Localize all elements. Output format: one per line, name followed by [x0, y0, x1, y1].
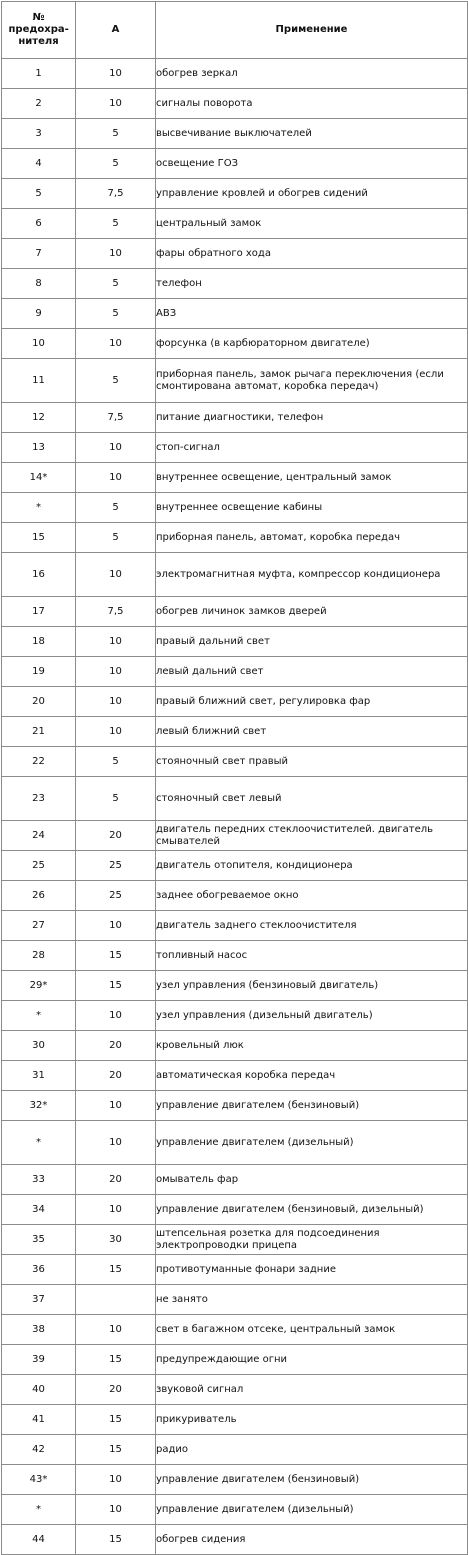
usage-cell: правый ближний свет, регулировка фар	[156, 687, 468, 717]
usage-cell: омыватель фар	[156, 1165, 468, 1195]
amperage-cell: 10	[76, 687, 156, 717]
usage-cell: управление двигателем (бензиновый)	[156, 1465, 468, 1495]
usage-cell: внутреннее освещение, центральный замок	[156, 463, 468, 493]
table-body	[2, 59, 468, 1555]
fuse-number-cell: 12	[2, 403, 76, 433]
amperage-cell: 10	[76, 657, 156, 687]
usage-cell: питание диагностики, телефон	[156, 403, 468, 433]
fuse-number-cell: 30	[2, 1031, 76, 1061]
fuse-number-cell: 11	[2, 359, 76, 403]
usage-cell: обогрев сидения	[156, 1525, 468, 1555]
header-fuse-number: № предохра- нителя	[2, 2, 76, 59]
fuse-number-cell: 10	[2, 329, 76, 359]
table-row	[2, 717, 468, 747]
table-row	[2, 299, 468, 329]
fuse-number-cell: 6	[2, 209, 76, 239]
table-row	[2, 463, 468, 493]
usage-cell: приборная панель, замок рычага переключения (если смонтирована автомат, коробка передач)	[156, 359, 468, 403]
amperage-cell: 10	[76, 1495, 156, 1525]
table-row	[2, 1435, 468, 1465]
table-row	[2, 269, 468, 299]
usage-cell: высвечивание выключателей	[156, 119, 468, 149]
usage-cell: свет в багажном отсеке, центральный замок	[156, 1315, 468, 1345]
usage-cell: управление кровлей и обогрев сидений	[156, 179, 468, 209]
table-row	[2, 1285, 468, 1315]
amperage-cell: 10	[76, 433, 156, 463]
fuse-number-cell: 17	[2, 597, 76, 627]
usage-cell: противотуманные фонари задние	[156, 1255, 468, 1285]
fuse-number-cell: 13	[2, 433, 76, 463]
amperage-cell: 10	[76, 89, 156, 119]
table-row	[2, 1091, 468, 1121]
amperage-cell: 10	[76, 463, 156, 493]
table-row	[2, 209, 468, 239]
amperage-cell: 10	[76, 911, 156, 941]
table-row	[2, 1061, 468, 1091]
header-row	[2, 2, 468, 59]
amperage-cell: 15	[76, 941, 156, 971]
usage-cell: двигатель передних стеклоочистителей. двигатель смывателей	[156, 821, 468, 851]
table-row	[2, 1495, 468, 1525]
table-row	[2, 553, 468, 597]
usage-cell: левый дальний свет	[156, 657, 468, 687]
amperage-cell: 15	[76, 1435, 156, 1465]
fuse-number-cell: 4	[2, 149, 76, 179]
fuse-number-cell: *	[2, 1121, 76, 1165]
fuse-number-cell: 32*	[2, 1091, 76, 1121]
table-row	[2, 433, 468, 463]
table-row	[2, 627, 468, 657]
table-row	[2, 1315, 468, 1345]
table-row	[2, 149, 468, 179]
amperage-cell: 5	[76, 269, 156, 299]
amperage-cell: 10	[76, 717, 156, 747]
table-row	[2, 403, 468, 433]
amperage-cell: 30	[76, 1225, 156, 1255]
fuse-number-cell: 25	[2, 851, 76, 881]
amperage-cell: 20	[76, 821, 156, 851]
amperage-cell: 5	[76, 119, 156, 149]
table-row	[2, 687, 468, 717]
fuse-number-cell: 26	[2, 881, 76, 911]
fuse-number-cell: 29*	[2, 971, 76, 1001]
amperage-cell: 15	[76, 1345, 156, 1375]
usage-cell: кровельный люк	[156, 1031, 468, 1061]
usage-cell: двигатель отопителя, кондиционера	[156, 851, 468, 881]
amperage-cell: 20	[76, 1061, 156, 1091]
amperage-cell: 5	[76, 493, 156, 523]
fuse-number-cell: 20	[2, 687, 76, 717]
usage-cell: управление двигателем (дизельный)	[156, 1495, 468, 1525]
table-row	[2, 597, 468, 627]
amperage-cell	[76, 1285, 156, 1315]
amperage-cell: 5	[76, 747, 156, 777]
fuse-number-cell: 19	[2, 657, 76, 687]
amperage-cell: 10	[76, 1121, 156, 1165]
fuse-number-cell: *	[2, 493, 76, 523]
table-row	[2, 1001, 468, 1031]
fuse-table	[1, 1, 468, 1555]
amperage-cell: 20	[76, 1165, 156, 1195]
usage-cell: двигатель заднего стеклоочистителя	[156, 911, 468, 941]
amperage-cell: 5	[76, 209, 156, 239]
usage-cell: управление двигателем (бензиновый, дизельный)	[156, 1195, 468, 1225]
table-header	[2, 2, 468, 59]
fuse-number-cell: 2	[2, 89, 76, 119]
table-row	[2, 971, 468, 1001]
table-row	[2, 329, 468, 359]
usage-cell: радио	[156, 1435, 468, 1465]
table-row	[2, 59, 468, 89]
usage-cell: топливный насос	[156, 941, 468, 971]
table-row	[2, 1255, 468, 1285]
table-row	[2, 89, 468, 119]
fuse-number-cell: 41	[2, 1405, 76, 1435]
usage-cell: автоматическая коробка передач	[156, 1061, 468, 1091]
usage-cell: обогрев зеркал	[156, 59, 468, 89]
usage-cell: управление двигателем (бензиновый)	[156, 1091, 468, 1121]
fuse-number-cell: 15	[2, 523, 76, 553]
amperage-cell: 7,5	[76, 179, 156, 209]
fuse-number-cell: 16	[2, 553, 76, 597]
usage-cell: штепсельная розетка для подсоединения электропроводки прицепа	[156, 1225, 468, 1255]
usage-cell: правый дальний свет	[156, 627, 468, 657]
usage-cell: заднее обогреваемое окно	[156, 881, 468, 911]
usage-cell: левый ближний свет	[156, 717, 468, 747]
usage-cell: телефон	[156, 269, 468, 299]
fuse-number-cell: 39	[2, 1345, 76, 1375]
fuse-number-cell: 3	[2, 119, 76, 149]
table-row	[2, 493, 468, 523]
table-row	[2, 1031, 468, 1061]
fuse-number-cell: 44	[2, 1525, 76, 1555]
fuse-number-cell: 36	[2, 1255, 76, 1285]
amperage-cell: 10	[76, 1091, 156, 1121]
fuse-number-cell: 33	[2, 1165, 76, 1195]
amperage-cell: 10	[76, 553, 156, 597]
table-row	[2, 821, 468, 851]
fuse-number-cell: 1	[2, 59, 76, 89]
fuse-number-cell: 34	[2, 1195, 76, 1225]
amperage-cell: 5	[76, 777, 156, 821]
fuse-number-cell: 5	[2, 179, 76, 209]
amperage-cell: 10	[76, 59, 156, 89]
amperage-cell: 10	[76, 627, 156, 657]
usage-cell: предупреждающие огни	[156, 1345, 468, 1375]
table-row	[2, 1405, 468, 1435]
fuse-number-cell: 28	[2, 941, 76, 971]
amperage-cell: 20	[76, 1375, 156, 1405]
fuse-number-cell: 18	[2, 627, 76, 657]
fuse-number-cell: 7	[2, 239, 76, 269]
usage-cell: центральный замок	[156, 209, 468, 239]
amperage-cell: 15	[76, 1525, 156, 1555]
amperage-cell: 7,5	[76, 597, 156, 627]
usage-cell: стояночный свет левый	[156, 777, 468, 821]
usage-cell: освещение ГОЗ	[156, 149, 468, 179]
amperage-cell: 20	[76, 1031, 156, 1061]
table-row	[2, 1121, 468, 1165]
table-row	[2, 1465, 468, 1495]
fuse-number-cell: 24	[2, 821, 76, 851]
table-row	[2, 1225, 468, 1255]
table-row	[2, 239, 468, 269]
amperage-cell: 10	[76, 1465, 156, 1495]
table-row	[2, 747, 468, 777]
table-row	[2, 1165, 468, 1195]
usage-cell: обогрев личинок замков дверей	[156, 597, 468, 627]
amperage-cell: 5	[76, 299, 156, 329]
fuse-number-cell: *	[2, 1001, 76, 1031]
amperage-cell: 5	[76, 149, 156, 179]
usage-cell: узел управления (бензиновый двигатель)	[156, 971, 468, 1001]
usage-cell: не занято	[156, 1285, 468, 1315]
amperage-cell: 15	[76, 1255, 156, 1285]
amperage-cell: 25	[76, 881, 156, 911]
usage-cell: фары обратного хода	[156, 239, 468, 269]
usage-cell: сигналы поворота	[156, 89, 468, 119]
table-row	[2, 881, 468, 911]
amperage-cell: 7,5	[76, 403, 156, 433]
usage-cell: приборная панель, автомат, коробка передач	[156, 523, 468, 553]
fuse-number-cell: 9	[2, 299, 76, 329]
fuse-number-cell: 31	[2, 1061, 76, 1091]
amperage-cell: 10	[76, 1195, 156, 1225]
table-row	[2, 851, 468, 881]
amperage-cell: 15	[76, 971, 156, 1001]
usage-cell: узел управления (дизельный двигатель)	[156, 1001, 468, 1031]
table-row	[2, 777, 468, 821]
usage-cell: прикуриватель	[156, 1405, 468, 1435]
usage-cell: АВЗ	[156, 299, 468, 329]
fuse-number-cell: 21	[2, 717, 76, 747]
fuse-number-cell: 8	[2, 269, 76, 299]
amperage-cell: 25	[76, 851, 156, 881]
table-row	[2, 359, 468, 403]
amperage-cell: 5	[76, 359, 156, 403]
fuse-number-cell: 35	[2, 1225, 76, 1255]
fuse-number-cell: 43*	[2, 1465, 76, 1495]
usage-cell: форсунка (в карбюраторном двигателе)	[156, 329, 468, 359]
usage-cell: звуковой сигнал	[156, 1375, 468, 1405]
fuse-number-cell: *	[2, 1495, 76, 1525]
usage-cell: стояночный свет правый	[156, 747, 468, 777]
table-row	[2, 1375, 468, 1405]
usage-cell: управление двигателем (дизельный)	[156, 1121, 468, 1165]
usage-cell: электромагнитная муфта, компрессор кондиционера	[156, 553, 468, 597]
table-row	[2, 523, 468, 553]
fuse-number-cell: 42	[2, 1435, 76, 1465]
table-row	[2, 119, 468, 149]
table-row	[2, 179, 468, 209]
table-row	[2, 941, 468, 971]
amperage-cell: 10	[76, 329, 156, 359]
header-amperage: А	[76, 2, 156, 59]
table-row	[2, 657, 468, 687]
header-usage: Применение	[156, 2, 468, 59]
amperage-cell: 10	[76, 239, 156, 269]
amperage-cell: 15	[76, 1405, 156, 1435]
fuse-number-cell: 27	[2, 911, 76, 941]
fuse-number-cell: 38	[2, 1315, 76, 1345]
usage-cell: стоп-сигнал	[156, 433, 468, 463]
usage-cell: внутреннее освещение кабины	[156, 493, 468, 523]
amperage-cell: 10	[76, 1315, 156, 1345]
fuse-number-cell: 14*	[2, 463, 76, 493]
amperage-cell: 5	[76, 523, 156, 553]
fuse-number-cell: 37	[2, 1285, 76, 1315]
amperage-cell: 10	[76, 1001, 156, 1031]
table-row	[2, 911, 468, 941]
fuse-number-cell: 22	[2, 747, 76, 777]
fuse-number-cell: 23	[2, 777, 76, 821]
fuse-number-cell: 40	[2, 1375, 76, 1405]
table-row	[2, 1525, 468, 1555]
table-row	[2, 1345, 468, 1375]
table-row	[2, 1195, 468, 1225]
